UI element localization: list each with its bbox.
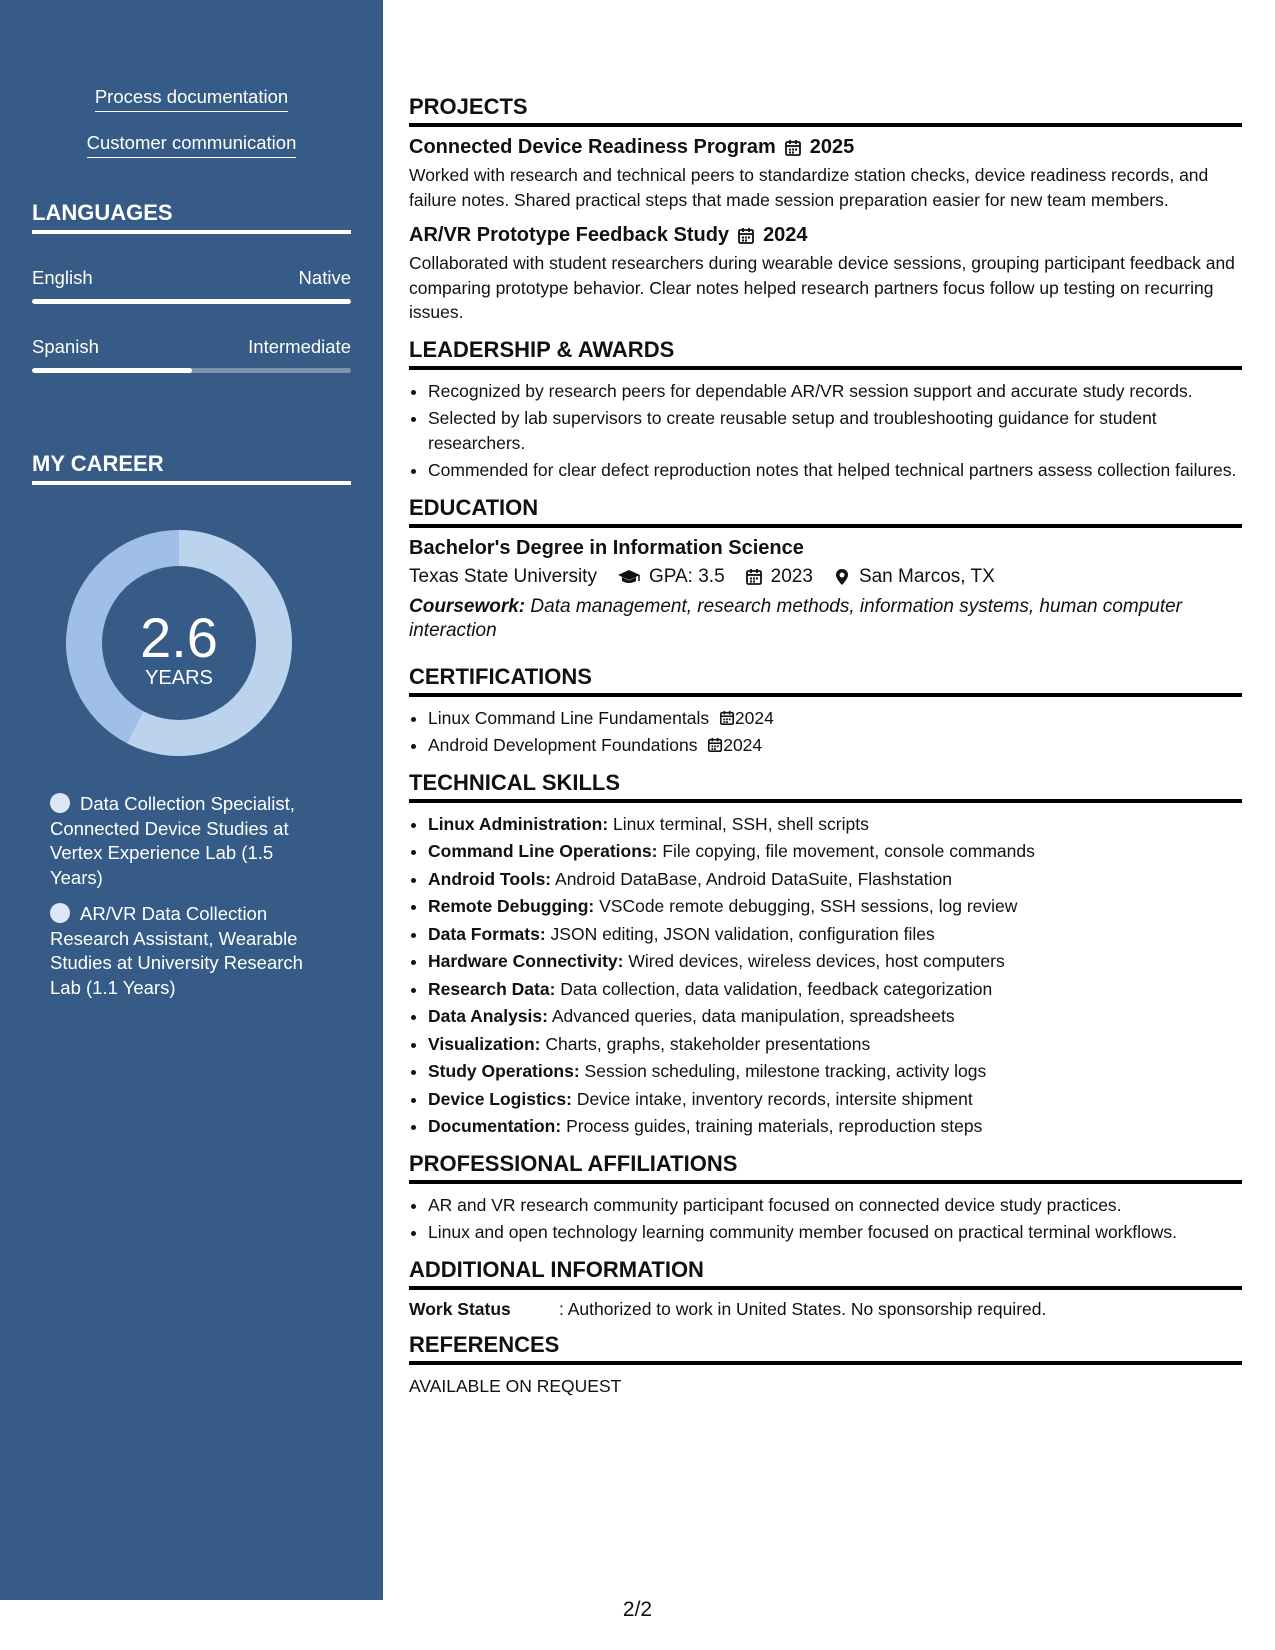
language-bar-fill xyxy=(32,299,351,304)
list-item: • Recognized by research peers for dependable AR/VR session support and accurate study records. xyxy=(428,379,1242,404)
certifications-heading: CERTIFICATIONS xyxy=(409,664,1242,697)
sidebar xyxy=(0,0,383,1600)
career-item xyxy=(50,792,315,890)
bullet-dot-icon xyxy=(50,903,70,923)
gpa: GPA: 3.5 xyxy=(648,565,725,587)
skill-item xyxy=(428,839,1242,864)
calendar-icon xyxy=(784,139,802,157)
language-name: Spanish xyxy=(32,336,99,357)
references-heading: REFERENCES xyxy=(409,1332,1242,1365)
language-bar xyxy=(32,299,351,304)
skill-label: Hardware Connectivity: xyxy=(428,951,624,971)
project-title-row xyxy=(409,224,1242,247)
skill-item xyxy=(428,812,1242,837)
language-english xyxy=(32,267,351,304)
certifications-list xyxy=(409,706,1242,758)
language-spanish xyxy=(32,336,351,373)
project-title: Connected Device Readiness Program xyxy=(409,136,776,158)
coursework-text: Data management, research methods, information systems, human computer interaction xyxy=(409,595,1182,641)
education-heading: EDUCATION xyxy=(409,495,1242,528)
skill-label: Device Logistics: xyxy=(428,1088,572,1109)
certification-year: 2024 xyxy=(723,735,763,755)
skill-value: Linux terminal, SSH, shell scripts xyxy=(608,813,869,834)
location-pin-icon xyxy=(833,568,851,586)
career-donut xyxy=(66,530,292,756)
skill-label: Study Operations: xyxy=(428,1061,580,1081)
graduation-cap-icon xyxy=(617,568,641,586)
projects-heading: PROJECTS xyxy=(409,94,1242,127)
skill-item xyxy=(428,1032,1242,1057)
language-level: Native xyxy=(298,267,351,288)
calendar-icon xyxy=(707,737,723,753)
language-name: English xyxy=(32,267,93,288)
skill-links xyxy=(0,86,383,178)
project-description: Collaborated with student researchers during wearable device sessions, grouping participant feedback and comparing prototype behavior. Clear notes helped research partners focus follow up testing on recurring issues. xyxy=(409,253,1235,322)
career-unit: YEARS xyxy=(145,667,213,689)
certification-year: 2024 xyxy=(734,707,774,728)
project-year: 2024 xyxy=(763,224,808,246)
skill-label: Research Data: xyxy=(428,978,556,999)
project-description: Worked with research and technical peers to standardize station checks, device readiness records, and failure notes. Shared practical steps that made session preparation easier for new team members. xyxy=(409,165,1209,210)
skill-item xyxy=(428,1087,1242,1112)
career-item-text: Data Collection Specialist, Connected Device Studies at Vertex Experience Lab (1.5 Years) xyxy=(50,793,295,888)
list-item: • Commended for clear defect reproduction notes that helped technical partners assess collection failures. xyxy=(428,458,1242,483)
coursework xyxy=(409,595,1242,644)
skill-value: Session scheduling, milestone tracking, activity logs xyxy=(579,1061,987,1081)
skill-value: File copying, file movement, console commands xyxy=(657,841,1035,861)
technical-skills-heading: TECHNICAL SKILLS xyxy=(409,770,1242,803)
list-item: • Selected by lab supervisors to create reusable setup and troubleshooting guidance for student researchers. xyxy=(428,406,1242,455)
work-status-row xyxy=(409,1299,1242,1320)
certification-name: Linux Command Line Fundamentals xyxy=(428,707,710,728)
skill-link[interactable]: Process documentation xyxy=(95,86,288,112)
work-status-value: : Authorized to work in United States. No sponsorship required. xyxy=(559,1298,1047,1319)
skill-value: Advanced queries, data manipulation, spreadsheets xyxy=(547,1006,955,1026)
graduation-year: 2023 xyxy=(770,565,813,587)
language-bar xyxy=(32,368,351,373)
skill-value: Wired devices, wireless devices, host computers xyxy=(623,951,1005,971)
references-text: AVAILABLE ON REQUEST xyxy=(409,1375,622,1396)
career-item-text: AR/VR Data Collection Research Assistant, Wearable Studies at University Research Lab (1.1 Years) xyxy=(50,903,303,998)
calendar-icon xyxy=(745,568,763,586)
list-item: • AR and VR research community participant focused on connected device study practices. xyxy=(428,1193,1242,1218)
language-level: Intermediate xyxy=(248,336,351,357)
skill-value: Data collection, data validation, feedback categorization xyxy=(555,978,993,999)
project-title-row xyxy=(409,136,1242,159)
bullet-dot-icon xyxy=(50,793,70,813)
skill-label: Data Analysis: xyxy=(428,1006,548,1026)
technical-skills-list xyxy=(409,812,1242,1139)
skill-item xyxy=(428,977,1242,1002)
skill-value: VSCode remote debugging, SSH sessions, log review xyxy=(594,896,1018,916)
skill-item xyxy=(428,1114,1242,1139)
leadership-list xyxy=(409,379,1242,483)
skill-label: Remote Debugging: xyxy=(428,896,595,916)
skill-label: Visualization: xyxy=(428,1033,541,1054)
leadership-heading: LEADERSHIP & AWARDS xyxy=(409,337,1242,370)
calendar-icon xyxy=(737,227,755,245)
certification-name: Android Development Foundations xyxy=(428,735,698,755)
project-year: 2025 xyxy=(809,136,855,158)
skill-label: Linux Administration: xyxy=(428,813,609,834)
skill-label: Android Tools: xyxy=(428,868,552,889)
list-item: • Linux and open technology learning community member focused on practical terminal workflows. xyxy=(428,1220,1242,1245)
career-heading: MY CAREER xyxy=(32,451,351,485)
skill-value: Device intake, inventory records, intersite shipment xyxy=(571,1088,973,1109)
coursework-label: Coursework: xyxy=(409,595,526,617)
additional-info-heading: ADDITIONAL INFORMATION xyxy=(409,1257,1242,1290)
skill-value: JSON editing, JSON validation, configuration files xyxy=(545,923,935,944)
career-total: 2.6 xyxy=(140,606,218,669)
certification-item xyxy=(428,733,1242,758)
skill-item xyxy=(428,867,1242,892)
degree-title: Bachelor's Degree in Information Science xyxy=(409,536,804,559)
school-name: Texas State University xyxy=(409,565,597,587)
work-status-label: Work Status xyxy=(409,1298,511,1319)
skill-item xyxy=(428,1059,1242,1084)
project-title: AR/VR Prototype Feedback Study xyxy=(409,224,730,246)
page-number: 2/2 xyxy=(622,1598,653,1621)
career-item xyxy=(50,902,315,1000)
education-details xyxy=(409,566,1242,588)
skill-label: Command Line Operations: xyxy=(428,841,658,861)
skill-value: Process guides, training materials, reproduction steps xyxy=(561,1116,983,1136)
skill-item xyxy=(428,949,1242,974)
skill-link[interactable]: Customer communication xyxy=(87,132,297,158)
calendar-icon xyxy=(719,710,735,726)
skill-item xyxy=(428,894,1242,919)
skill-label: Documentation: xyxy=(428,1116,562,1136)
skill-item xyxy=(428,1004,1242,1029)
skill-label: Data Formats: xyxy=(428,923,546,944)
skill-value: Charts, graphs, stakeholder presentations xyxy=(540,1033,871,1054)
career-list xyxy=(50,792,315,1012)
school-location: San Marcos, TX xyxy=(858,565,995,587)
languages-heading: LANGUAGES xyxy=(32,200,351,234)
affiliations-heading: PROFESSIONAL AFFILIATIONS xyxy=(409,1151,1242,1184)
certification-item xyxy=(428,706,1242,731)
main-content xyxy=(409,94,1242,1410)
language-bar-fill xyxy=(32,368,192,373)
skill-item xyxy=(428,922,1242,947)
affiliations-list xyxy=(409,1193,1242,1245)
skill-value: Android DataBase, Android DataSuite, Flashstation xyxy=(551,868,952,889)
